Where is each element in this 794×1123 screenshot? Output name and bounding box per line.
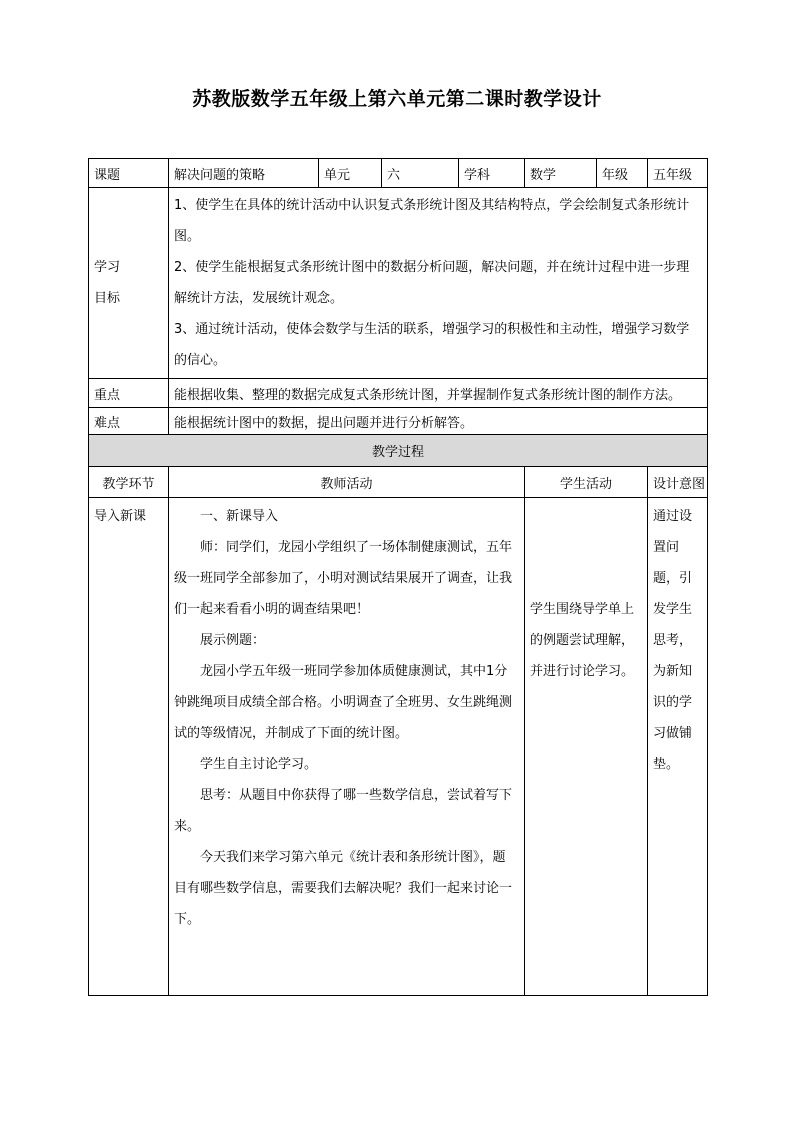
unit-value: 六 [382,159,459,188]
goals-content [169,188,708,379]
key-point-row [89,379,708,408]
teacher-paragraph: 今天我们来学习第六单元《统计表和条形统计图》，题目有哪些数学信息，需要我们去解决呢？我们一起来讨论一下。 [174,850,513,927]
goal-item: 2、使学生能根据复式条形统计图中的数据分析问题，解决问题，并在统计过程中进一步理解统计方法，发展统计观念。 [174,260,690,306]
topic-label: 课题 [89,159,169,188]
student-activity: 学生围绕导学单上的例题尝试理解，并进行讨论学习。 [525,498,648,996]
goals-label-line2: 目标 [94,291,121,306]
difficulty-label: 难点 [89,408,169,435]
header-teacher: 教师活动 [169,467,525,498]
goals-label [89,188,169,379]
process-content-row [89,498,708,996]
header-stage: 教学环节 [89,467,169,498]
subject-value: 数学 [525,159,597,188]
teacher-paragraph: 师：同学们，龙园小学组织了一场体制健康测试，五年级一班同学全部参加了，小明对测试结果展开了调查，让我们一起来看看小明的调查结果吧！ [174,540,513,617]
stage-name: 导入新课 [89,498,169,996]
teacher-paragraph: 一、新课导入 [200,509,279,524]
key-point-label: 重点 [89,379,169,408]
grade-value: 五年级 [648,159,708,188]
teacher-paragraph: 学生自主讨论学习。 [200,757,318,772]
grade-label: 年级 [597,159,648,188]
topic-value: 解决问题的策略 [169,159,319,188]
teacher-paragraph: 龙园小学五年级一班同学参加体质健康测试，其中1分钟跳绳项目成绩全部合格。小明调查了全班男、女生跳绳测试的等级情况，并制成了下面的统计图。 [174,664,513,741]
difficulty-text: 能根据统计图中的数据，提出问题并进行分析解答。 [169,408,708,435]
goals-row [89,188,708,379]
goals-label-line1: 学习 [94,260,121,275]
key-point-text: 能根据收集、整理的数据完成复式条形统计图，并掌握制作复式条形统计图的制作方法。 [169,379,708,408]
design-intent: 通过设置问题，引发学生思考，为新知识的学习做铺垫。 [648,498,708,996]
info-row [89,159,708,188]
subject-label: 学科 [459,159,525,188]
teacher-activity [169,498,525,996]
goal-item: 3、通过统计活动，使体会数学与生活的联系，增强学习的积极性和主动性，增强学习数学的信心。 [174,322,690,368]
process-header-row [89,467,708,498]
goal-item: 1、使学生在具体的统计活动中认识复式条形统计图及其结构特点，学会绘制复式条形统计图。 [174,198,690,244]
process-section-title: 教学过程 [89,435,708,467]
lesson-plan-table [88,158,708,996]
unit-label: 单元 [319,159,382,188]
process-section-row [89,435,708,467]
teacher-paragraph: 展示例题： [200,633,266,648]
document-title: 苏教版数学五年级上第六单元第二课时教学设计 [192,88,602,110]
teacher-paragraph: 思考：从题目中你获得了哪一些数学信息，尝试着写下来。 [174,788,513,834]
difficulty-row [89,408,708,435]
header-student: 学生活动 [525,467,648,498]
header-intent: 设计意图 [648,467,708,498]
